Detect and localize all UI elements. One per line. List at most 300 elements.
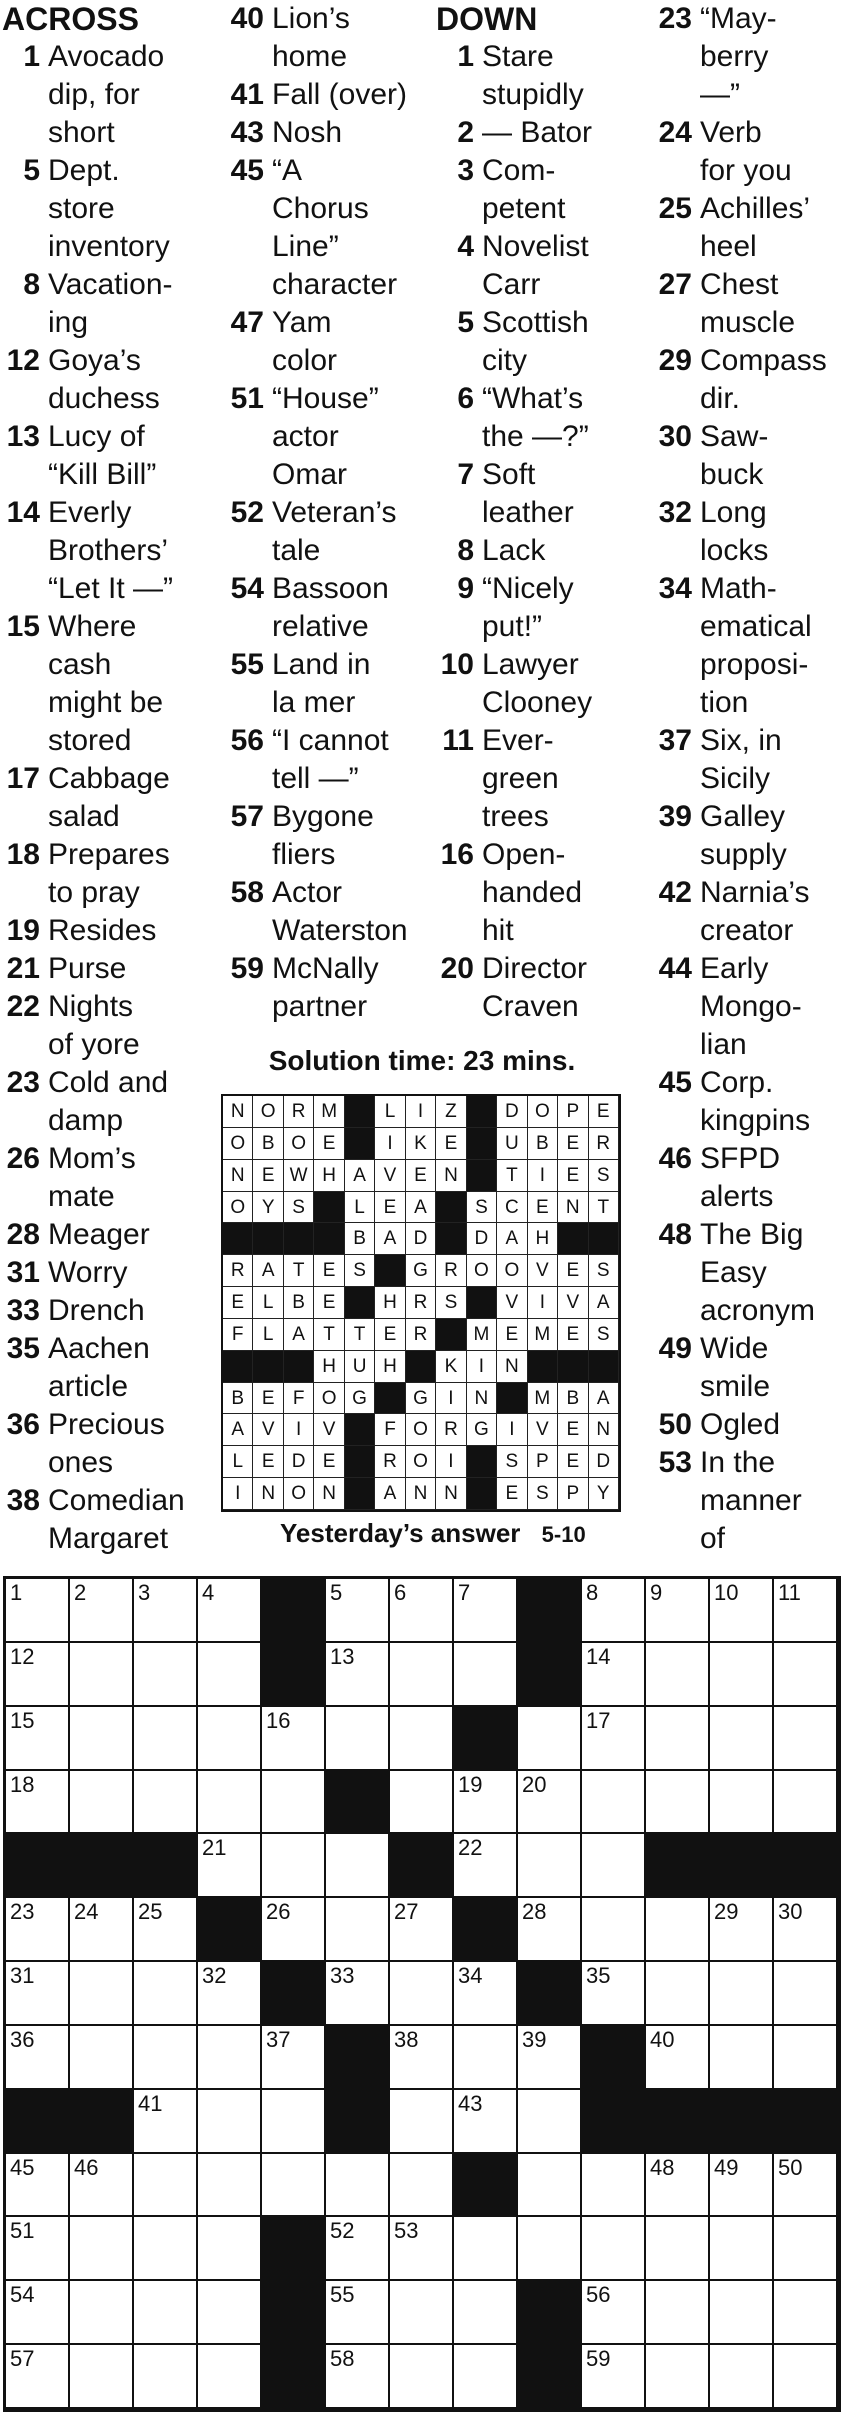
clue-item xyxy=(652,874,841,950)
clue-text-line: tion xyxy=(700,686,749,719)
clue-text xyxy=(272,380,430,494)
answer-caption-label: Yesterday’s answer xyxy=(280,1518,521,1548)
grid-cell[interactable] xyxy=(454,1643,518,1707)
grid-cell[interactable] xyxy=(646,1579,710,1643)
cell-number: 26 xyxy=(266,1899,291,1925)
clue-text-line: SFPD xyxy=(700,1142,781,1175)
grid-cell[interactable] xyxy=(70,1643,134,1707)
grid-cell[interactable] xyxy=(646,1771,710,1835)
grid-cell[interactable] xyxy=(198,1834,262,1898)
answer-letter: A xyxy=(375,1478,405,1510)
grid-cell[interactable] xyxy=(710,1898,774,1962)
clue-number: 55 xyxy=(230,648,264,681)
grid-cell[interactable] xyxy=(326,1643,390,1707)
cell-number: 36 xyxy=(10,2026,35,2052)
cell-number: 25 xyxy=(138,1899,163,1925)
black-square xyxy=(518,1643,582,1707)
grid-cell[interactable] xyxy=(582,1643,646,1707)
grid-cell[interactable] xyxy=(582,1707,646,1771)
grid-cell[interactable] xyxy=(6,2154,70,2218)
clue-text-line: Chest xyxy=(700,268,779,301)
grid-cell[interactable] xyxy=(390,1579,454,1643)
clue-text xyxy=(48,608,210,760)
grid-cell[interactable] xyxy=(6,1579,70,1643)
grid-cell[interactable] xyxy=(198,1962,262,2026)
answer-letter: A xyxy=(497,1223,527,1255)
grid-cell[interactable] xyxy=(134,1771,198,1835)
grid-cell[interactable] xyxy=(198,1579,262,1643)
grid-cell[interactable] xyxy=(134,2345,198,2409)
grid-cell[interactable] xyxy=(262,2026,326,2090)
grid-cell[interactable] xyxy=(6,1962,70,2026)
grid-cell[interactable] xyxy=(390,1707,454,1771)
answer-letter: V xyxy=(253,1414,283,1446)
grid-cell[interactable] xyxy=(134,1643,198,1707)
grid-cell[interactable] xyxy=(454,2345,518,2409)
clue-number: 4 xyxy=(457,230,474,263)
clue-text-line: alerts xyxy=(700,1180,774,1213)
grid-cell[interactable] xyxy=(262,1771,326,1835)
grid-cell[interactable] xyxy=(646,2281,710,2345)
clue-text xyxy=(482,380,652,456)
answer-letter: O xyxy=(284,1128,314,1160)
clue-text-line: Long xyxy=(700,496,767,529)
grid-cell[interactable] xyxy=(198,2217,262,2281)
answer-letter: T xyxy=(589,1192,619,1224)
grid-cell[interactable] xyxy=(198,2090,262,2154)
grid-cell[interactable] xyxy=(326,1962,390,2026)
grid-cell[interactable] xyxy=(70,2026,134,2090)
grid-cell[interactable] xyxy=(774,2281,838,2345)
cell-number: 48 xyxy=(650,2154,675,2180)
grid-cell[interactable] xyxy=(390,2154,454,2218)
grid-cell[interactable] xyxy=(6,2026,70,2090)
grid-cell[interactable] xyxy=(582,1962,646,2026)
black-square xyxy=(390,1834,454,1898)
grid-cell[interactable] xyxy=(582,2281,646,2345)
black-square xyxy=(70,2090,134,2154)
clue-text-line: tell —” xyxy=(272,762,359,795)
grid-cell[interactable] xyxy=(710,1707,774,1771)
grid-cell[interactable] xyxy=(518,1898,582,1962)
clue-number: 52 xyxy=(230,496,264,529)
answer-letter: K xyxy=(436,1351,466,1383)
grid-cell[interactable] xyxy=(774,2345,838,2409)
grid-cell[interactable] xyxy=(710,1962,774,2026)
clue-number: 36 xyxy=(6,1408,40,1441)
grid-cell[interactable] xyxy=(646,1898,710,1962)
grid-cell[interactable] xyxy=(518,2026,582,2090)
grid-cell[interactable] xyxy=(134,1707,198,1771)
grid-cell[interactable] xyxy=(582,2345,646,2409)
grid-cell[interactable] xyxy=(710,2154,774,2218)
grid-cell[interactable] xyxy=(134,2217,198,2281)
clue-text-line: dip, for xyxy=(48,78,140,111)
answer-letter: T xyxy=(284,1255,314,1287)
grid-cell[interactable] xyxy=(710,1579,774,1643)
grid-cell[interactable] xyxy=(454,1962,518,2026)
grid-cell[interactable] xyxy=(582,1579,646,1643)
answer-black-square xyxy=(528,1351,558,1383)
answer-black-square xyxy=(406,1351,436,1383)
clue-text-line: store xyxy=(48,192,115,225)
clue-text-line: character xyxy=(272,268,398,301)
grid-cell[interactable] xyxy=(390,2345,454,2409)
answer-letter: E xyxy=(314,1446,344,1478)
cell-number: 50 xyxy=(778,2154,803,2180)
clue-text xyxy=(272,570,430,646)
grid-cell[interactable] xyxy=(390,1898,454,1962)
grid-cell[interactable] xyxy=(774,1962,838,2026)
grid-cell[interactable] xyxy=(646,2026,710,2090)
grid-cell[interactable] xyxy=(6,2281,70,2345)
clue-text-line: Ever- xyxy=(482,724,554,757)
clue-number: 45 xyxy=(658,1066,692,1099)
clue-item xyxy=(0,494,210,608)
grid-cell[interactable] xyxy=(326,1834,390,1898)
grid-cell[interactable] xyxy=(518,1834,582,1898)
grid-cell[interactable] xyxy=(198,1643,262,1707)
cell-number: 54 xyxy=(10,2282,35,2308)
cell-number: 20 xyxy=(522,1771,547,1797)
clue-text-line: Stare xyxy=(482,40,554,73)
grid-cell[interactable] xyxy=(582,2154,646,2218)
clue-number: 19 xyxy=(6,914,40,947)
grid-cell[interactable] xyxy=(262,1707,326,1771)
clue-number: 45 xyxy=(230,154,264,187)
grid-cell[interactable] xyxy=(518,1707,582,1771)
grid-cell[interactable] xyxy=(710,1643,774,1707)
grid-cell[interactable] xyxy=(582,1834,646,1898)
clue-text-line: partner xyxy=(272,990,368,1023)
clue-text-line: Open- xyxy=(482,838,566,871)
clue-text xyxy=(700,342,841,418)
grid-cell[interactable] xyxy=(390,1771,454,1835)
grid-cell[interactable] xyxy=(198,2154,262,2218)
answer-letter: T xyxy=(345,1319,375,1351)
clue-text xyxy=(272,152,430,304)
cell-number: 23 xyxy=(10,1899,35,1925)
grid-cell[interactable] xyxy=(774,1643,838,1707)
grid-cell[interactable] xyxy=(6,1643,70,1707)
answer-letter: E xyxy=(314,1287,344,1319)
grid-cell[interactable] xyxy=(518,2154,582,2218)
grid-cell[interactable] xyxy=(646,1643,710,1707)
clue-text-line: lian xyxy=(700,1028,747,1061)
grid-cell[interactable] xyxy=(326,2281,390,2345)
clue-text-line: trees xyxy=(482,800,549,833)
cell-number: 45 xyxy=(10,2154,35,2180)
clue-number: 31 xyxy=(6,1256,40,1289)
answer-letter: E xyxy=(314,1128,344,1160)
grid-cell[interactable] xyxy=(710,2217,774,2281)
answer-letter: S xyxy=(589,1319,619,1351)
answer-letter: E xyxy=(375,1192,405,1224)
clue-number: 58 xyxy=(230,876,264,909)
grid-cell[interactable] xyxy=(518,2217,582,2281)
answer-letter: N xyxy=(589,1414,619,1446)
grid-cell[interactable] xyxy=(326,2154,390,2218)
grid-cell[interactable] xyxy=(774,1579,838,1643)
grid-cell[interactable] xyxy=(6,1707,70,1771)
grid-cell[interactable] xyxy=(262,1834,326,1898)
grid-cell[interactable] xyxy=(70,2345,134,2409)
grid-cell[interactable] xyxy=(646,1962,710,2026)
black-square xyxy=(262,1962,326,2026)
grid-cell[interactable] xyxy=(390,2090,454,2154)
clue-text-line: salad xyxy=(48,800,120,833)
cell-number: 13 xyxy=(330,1643,355,1669)
clue-item xyxy=(652,494,841,570)
answer-letter: S xyxy=(589,1160,619,1192)
cell-number: 55 xyxy=(330,2282,355,2308)
grid-cell[interactable] xyxy=(262,2154,326,2218)
clue-text-line: Lion’s xyxy=(272,2,350,35)
grid-cell[interactable] xyxy=(198,1771,262,1835)
grid-cell[interactable] xyxy=(454,1579,518,1643)
grid-cell[interactable] xyxy=(70,2281,134,2345)
cell-number: 52 xyxy=(330,2218,355,2244)
answer-letter: E xyxy=(558,1319,588,1351)
grid-cell[interactable] xyxy=(710,1771,774,1835)
grid-cell[interactable] xyxy=(454,2090,518,2154)
clue-text-line: Math- xyxy=(700,572,777,605)
answer-letter: P xyxy=(558,1478,588,1510)
answer-letter: R xyxy=(436,1255,466,1287)
grid-cell[interactable] xyxy=(134,1962,198,2026)
clue-number: 8 xyxy=(23,268,40,301)
clue-text-line: berry xyxy=(700,40,769,73)
grid-cell[interactable] xyxy=(262,2090,326,2154)
clue-number: 23 xyxy=(6,1066,40,1099)
clue-text-line: might be xyxy=(48,686,164,719)
grid-cell[interactable] xyxy=(454,2217,518,2281)
grid-cell[interactable] xyxy=(646,2217,710,2281)
grid-cell[interactable] xyxy=(70,1962,134,2026)
grid-cell[interactable] xyxy=(390,2281,454,2345)
clue-item xyxy=(212,304,430,380)
cell-number: 56 xyxy=(586,2282,611,2308)
grid-cell[interactable] xyxy=(262,1898,326,1962)
grid-cell[interactable] xyxy=(134,2026,198,2090)
grid-cell[interactable] xyxy=(134,2281,198,2345)
answer-letter: V xyxy=(314,1414,344,1446)
answer-letter: O xyxy=(223,1128,253,1160)
grid-cell[interactable] xyxy=(390,1962,454,2026)
grid-cell[interactable] xyxy=(710,2345,774,2409)
answer-letter: I xyxy=(436,1383,466,1415)
grid-cell[interactable] xyxy=(518,2090,582,2154)
across-heading: ACROSS xyxy=(2,1,139,37)
clue-text xyxy=(482,836,652,950)
clue-text-line: kingpins xyxy=(700,1104,811,1137)
grid-cell[interactable] xyxy=(646,2345,710,2409)
grid-cell[interactable] xyxy=(70,1579,134,1643)
answer-letter: S xyxy=(497,1446,527,1478)
answer-letter: E xyxy=(253,1383,283,1415)
answer-letter: H xyxy=(314,1351,344,1383)
clue-text-line: Cabbage xyxy=(48,762,170,795)
grid-cell[interactable] xyxy=(518,1771,582,1835)
clue-text-line: Dept. xyxy=(48,154,120,187)
cell-number: 33 xyxy=(330,1963,355,1989)
clue-number: 2 xyxy=(457,116,474,149)
grid-cell[interactable] xyxy=(390,2217,454,2281)
answer-letter: A xyxy=(589,1383,619,1415)
grid-cell[interactable] xyxy=(326,1707,390,1771)
grid-cell[interactable] xyxy=(6,1898,70,1962)
answer-letter: O xyxy=(528,1096,558,1128)
answer-letter: E xyxy=(314,1255,344,1287)
grid-cell[interactable] xyxy=(454,1834,518,1898)
grid-cell[interactable] xyxy=(774,2026,838,2090)
clue-text-line: In the xyxy=(700,1446,776,1479)
clue-number: 5 xyxy=(23,154,40,187)
clue-text xyxy=(272,0,430,76)
grid-cell[interactable] xyxy=(326,2345,390,2409)
clue-number: 5 xyxy=(457,306,474,339)
grid-cell[interactable] xyxy=(454,2281,518,2345)
answer-letter: R xyxy=(284,1096,314,1128)
clue-text-line: Bassoon xyxy=(272,572,389,605)
clue-item xyxy=(434,722,652,836)
clue-text-line: Wide xyxy=(700,1332,769,1365)
clue-text-line: Scottish xyxy=(482,306,589,339)
clue-number: 40 xyxy=(230,2,264,35)
clue-text-line: Novelist xyxy=(482,230,589,263)
clue-item xyxy=(212,798,430,874)
grid-cell[interactable] xyxy=(774,2154,838,2218)
grid-cell[interactable] xyxy=(198,2026,262,2090)
clue-text xyxy=(48,266,210,342)
grid-cell[interactable] xyxy=(774,1771,838,1835)
clue-text xyxy=(700,418,841,494)
clue-text xyxy=(48,1216,210,1254)
answer-letter: S xyxy=(345,1255,375,1287)
clue-text-line: Yam xyxy=(272,306,332,339)
clue-number: 54 xyxy=(230,572,264,605)
grid-cell[interactable] xyxy=(70,1771,134,1835)
clue-text-line: Actor xyxy=(272,876,343,909)
grid-cell[interactable] xyxy=(70,2217,134,2281)
grid-cell[interactable] xyxy=(774,1707,838,1771)
clue-text xyxy=(272,646,430,722)
clue-text-line: Prepares xyxy=(48,838,170,871)
grid-cell[interactable] xyxy=(582,1771,646,1835)
answer-black-square xyxy=(467,1160,497,1192)
clue-item xyxy=(212,646,430,722)
grid-cell[interactable] xyxy=(326,2217,390,2281)
clue-text xyxy=(48,494,210,608)
answer-black-square xyxy=(467,1287,497,1319)
clue-number: 14 xyxy=(6,496,40,529)
answer-black-square xyxy=(467,1128,497,1160)
grid-cell[interactable] xyxy=(134,1579,198,1643)
clue-text xyxy=(272,874,430,950)
grid-cell[interactable] xyxy=(582,1898,646,1962)
grid-cell[interactable] xyxy=(774,2217,838,2281)
grid-cell[interactable] xyxy=(134,2154,198,2218)
answer-black-square xyxy=(345,1096,375,1128)
grid-cell[interactable] xyxy=(198,2345,262,2409)
cell-number: 21 xyxy=(202,1835,227,1861)
clue-text-line: Brothers’ xyxy=(48,534,169,567)
answer-letter: D xyxy=(406,1223,436,1255)
clue-text-line: The Big xyxy=(700,1218,804,1251)
answer-black-square xyxy=(436,1319,466,1351)
grid-cell[interactable] xyxy=(6,2217,70,2281)
clue-item xyxy=(212,0,430,76)
grid-cell[interactable] xyxy=(646,2154,710,2218)
cell-number: 1 xyxy=(10,1580,23,1605)
grid-cell[interactable] xyxy=(646,1707,710,1771)
cell-number: 16 xyxy=(266,1707,291,1733)
black-square xyxy=(582,2090,646,2154)
grid-cell[interactable] xyxy=(198,2281,262,2345)
grid-cell[interactable] xyxy=(710,2281,774,2345)
down-clue-column xyxy=(434,0,652,1026)
grid-cell[interactable] xyxy=(134,1898,198,1962)
answer-letter: O xyxy=(406,1446,436,1478)
clue-number: 48 xyxy=(658,1218,692,1251)
grid-cell[interactable] xyxy=(6,2345,70,2409)
clue-item xyxy=(0,1292,210,1330)
grid-cell[interactable] xyxy=(390,1643,454,1707)
clue-number: 29 xyxy=(658,344,692,377)
clue-text-line: Worry xyxy=(48,1256,128,1289)
grid-cell[interactable] xyxy=(390,2026,454,2090)
black-square xyxy=(518,1579,582,1643)
answer-letter: O xyxy=(467,1255,497,1287)
clue-item xyxy=(0,1216,210,1254)
grid-cell[interactable] xyxy=(6,1771,70,1835)
grid-cell[interactable] xyxy=(70,2154,134,2218)
grid-cell[interactable] xyxy=(70,1707,134,1771)
clue-text-line: Resides xyxy=(48,914,157,947)
clue-text xyxy=(48,912,210,950)
clue-text-line: “House” xyxy=(272,382,379,415)
clue-text-line: buck xyxy=(700,458,764,491)
grid-cell[interactable] xyxy=(454,1771,518,1835)
clue-text xyxy=(482,532,652,570)
clue-item xyxy=(652,418,841,494)
grid-cell[interactable] xyxy=(326,1579,390,1643)
grid-cell[interactable] xyxy=(710,2026,774,2090)
clue-item xyxy=(434,228,652,304)
clue-item xyxy=(212,152,430,304)
clue-text xyxy=(482,646,652,722)
cell-number: 5 xyxy=(330,1580,343,1605)
grid-cell[interactable] xyxy=(70,1898,134,1962)
clue-text xyxy=(700,1444,841,1558)
cell-number: 29 xyxy=(714,1899,739,1925)
clue-item xyxy=(652,798,841,874)
grid-cell[interactable] xyxy=(582,2217,646,2281)
answer-letter: E xyxy=(558,1446,588,1478)
clue-item xyxy=(0,38,210,152)
grid-cell[interactable] xyxy=(134,2090,198,2154)
clue-text-line: Drench xyxy=(48,1294,145,1327)
grid-cell[interactable] xyxy=(454,2026,518,2090)
grid-cell[interactable] xyxy=(774,1898,838,1962)
grid-cell[interactable] xyxy=(326,1898,390,1962)
grid-cell[interactable] xyxy=(198,1707,262,1771)
answer-letter: G xyxy=(467,1414,497,1446)
cell-number: 37 xyxy=(266,2026,291,2052)
answer-letter: O xyxy=(284,1478,314,1510)
cell-number: 24 xyxy=(74,1899,99,1925)
black-square xyxy=(518,2281,582,2345)
